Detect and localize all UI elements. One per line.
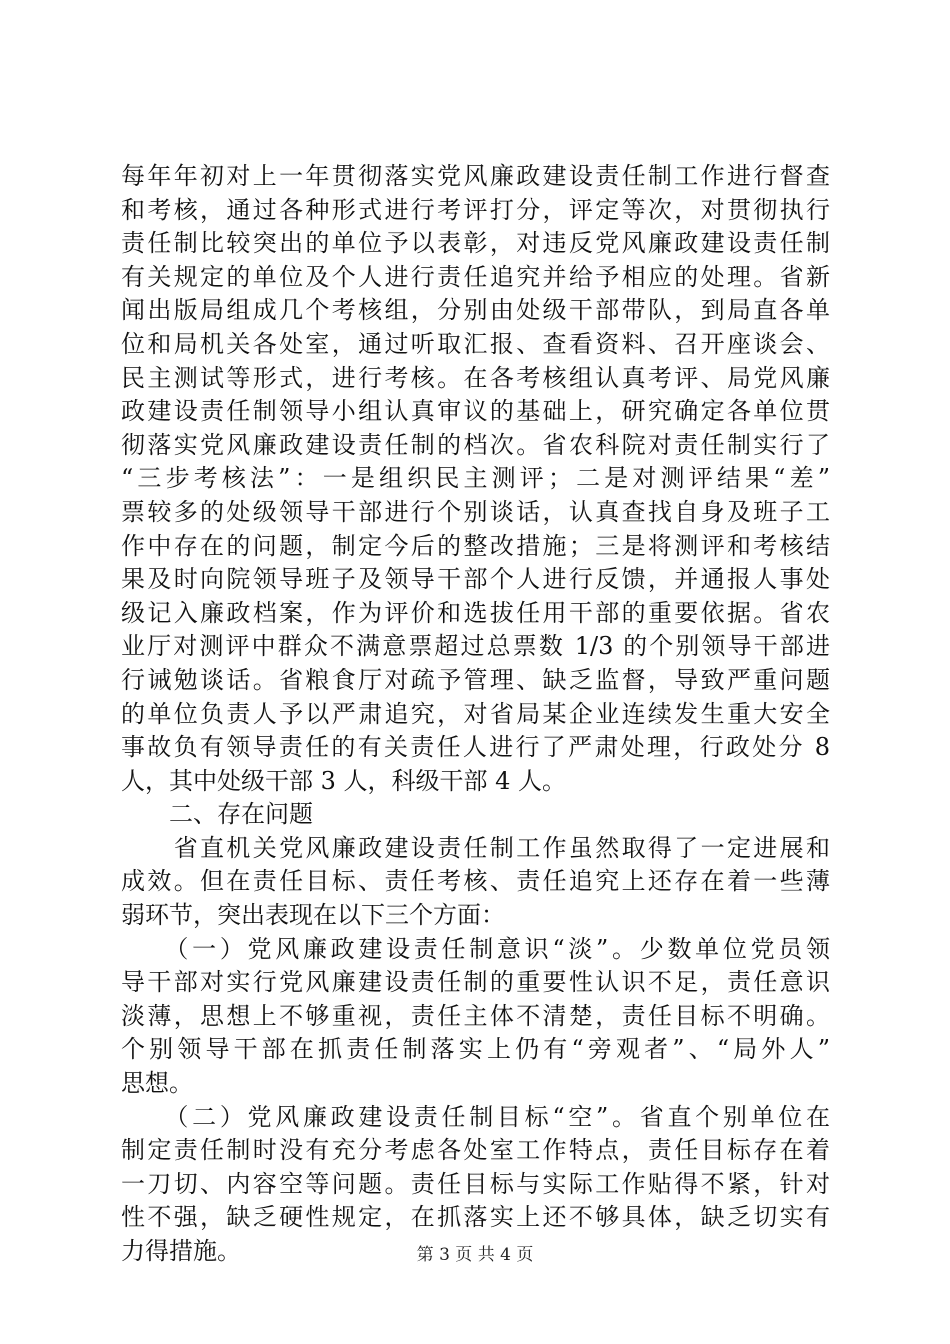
text-line: 事故负有领导责任的有关责任人进行了严肃处理，行政处分 8 — [121, 733, 830, 762]
text-line: 有关规定的单位及个人进行责任追究并给予相应的处理。省新 — [121, 262, 830, 291]
text-line: 个别领导干部在抓责任制落实上仍有“旁观者”、“局外人” — [121, 1035, 830, 1064]
text-line: 级记入廉政档案，作为评价和选拔任用干部的重要依据。省农 — [121, 598, 830, 627]
text-line: 人，其中处级干部 3 人，科级干部 4 人。 — [121, 766, 567, 795]
text-line: 果及时向院领导班子及领导干部个人进行反馈，并通报人事处 — [121, 565, 830, 594]
text-line: 省直机关党风廉政建设责任制工作虽然取得了一定进展和 — [121, 833, 830, 862]
text-line: 责任制比较突出的单位予以表彰，对违反党风廉政建设责任制 — [121, 229, 830, 258]
text-line: （一）党风廉政建设责任制意识“淡”。少数单位党员领 — [121, 934, 830, 963]
text-line: 力得措施。 — [121, 1237, 241, 1265]
section-heading: 二、存在问题 — [121, 800, 313, 829]
text-line: 弱环节，突出表现在以下三个方面： — [121, 901, 505, 930]
text-line: 性不强，缺乏硬性规定，在抓落实上还不够具体，缺乏切实有 — [121, 1203, 830, 1232]
text-line: 闻出版局组成几个考核组，分别由处级干部带队，到局直各单 — [121, 296, 830, 325]
text-line: 政建设责任制领导小组认真审议的基础上，研究确定各单位贯 — [121, 397, 830, 426]
text-line: 彻落实党风廉政建设责任制的档次。省农科院对责任制实行了 — [121, 430, 830, 459]
text-line: 一刀切、内容空等问题。责任目标与实际工作贴得不紧，针对 — [121, 1169, 830, 1198]
text-line: 位和局机关各处室，通过听取汇报、查看资料、召开座谈会、 — [121, 329, 830, 358]
text-line: 淡薄，思想上不够重视，责任主体不清楚，责任目标不明确。 — [121, 1001, 830, 1030]
body-text — [121, 160, 830, 1269]
page-number: 第 3 页 共 4 页 — [416, 1245, 534, 1265]
text-line: 的单位负责人予以严肃追究，对省局某企业连续发生重大安全 — [121, 699, 830, 728]
text-line: 业厅对测评中群众不满意票超过总票数 1/3 的个别领导干部进 — [121, 632, 830, 661]
text-line: 成效。但在责任目标、责任考核、责任追究上还存在着一些薄 — [121, 867, 830, 896]
text-line: 行诫勉谈话。省粮食厅对疏予管理、缺乏监督，导致严重问题 — [121, 665, 830, 694]
text-line: 制定责任制时没有充分考虑各处室工作特点，责任目标存在着 — [121, 1136, 830, 1165]
text-line: 票较多的处级领导干部进行个别谈话，认真查找自身及班子工 — [121, 497, 830, 526]
text-line: 和考核，通过各种形式进行考评打分，评定等次，对贯彻执行 — [121, 195, 830, 224]
text-line: “三步考核法”：一是组织民主测评；二是对测评结果“差” — [121, 464, 830, 493]
text-line: 每年年初对上一年贯彻落实党风廉政建设责任制工作进行督查 — [121, 162, 830, 190]
text-line: 民主测试等形式，进行考核。在各考核组认真考评、局党风廉 — [121, 363, 830, 392]
text-line: （二）党风廉政建设责任制目标“空”。省直个别单位在 — [121, 1102, 830, 1131]
text-line: 导干部对实行党风廉建设责任制的重要性认识不足，责任意识 — [121, 968, 830, 997]
text-line: 作中存在的问题，制定今后的整改措施；三是将测评和考核结 — [121, 531, 830, 560]
text-line: 思想。 — [121, 1069, 193, 1098]
